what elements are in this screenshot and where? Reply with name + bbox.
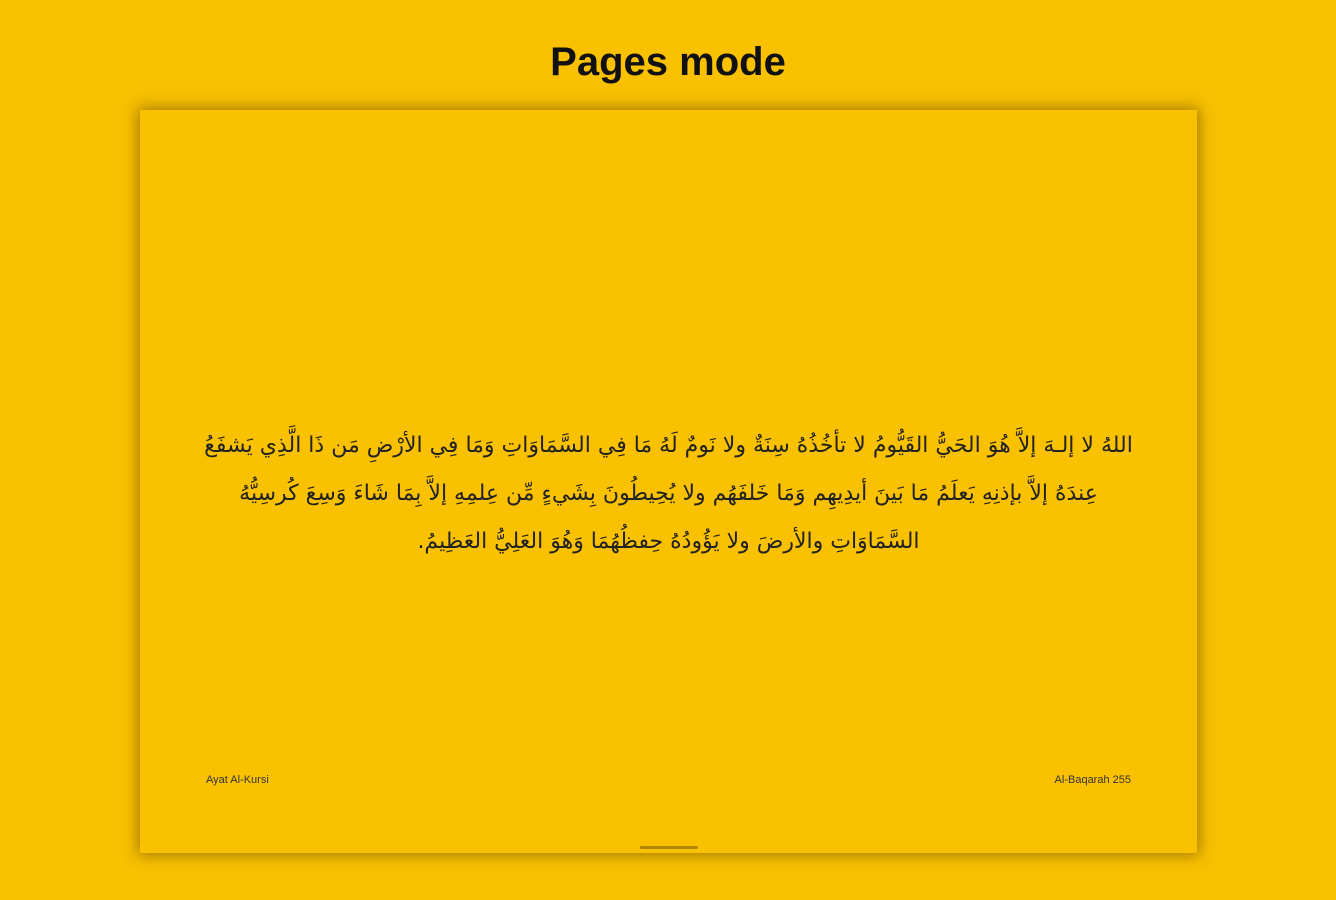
page-title: Pages mode (550, 40, 786, 84)
verse-text: اللهُ لا إلـهَ إلاَّ هُوَ الحَيُّ القَيُّومُ لا تأخُذُهُ سِنَةٌ ولا نَومٌ لَهُ مَا فِي السَّمَاوَاتِ وَمَا فِي الأرْضِ مَن ذَا الَّذِي يَشفَعُ عِندَهُ إلاَّ بإذنِهِ يَعلَمُ مَا بَينَ أيدِيهِم وَمَا خَلفَهُم ولا يُحِيطُونَ بِشَيءٍ مِّن عِلمِهِ إلاَّ بِمَا شَاءَ وَسِعَ كُرسِيُّهُ السَّمَاوَاتِ والأرضَ ولا يَؤُودُهُ حِفظُهُمَا وَهُوَ العَلِيُّ العَظِيمُ. (204, 433, 1133, 554)
reader-page[interactable] (140, 110, 1197, 853)
page-footer-name: Ayat Al-Kursi (206, 774, 269, 786)
drag-handle[interactable] (640, 846, 698, 849)
page-footer-reference: Al-Baqarah 255 (1054, 774, 1131, 786)
